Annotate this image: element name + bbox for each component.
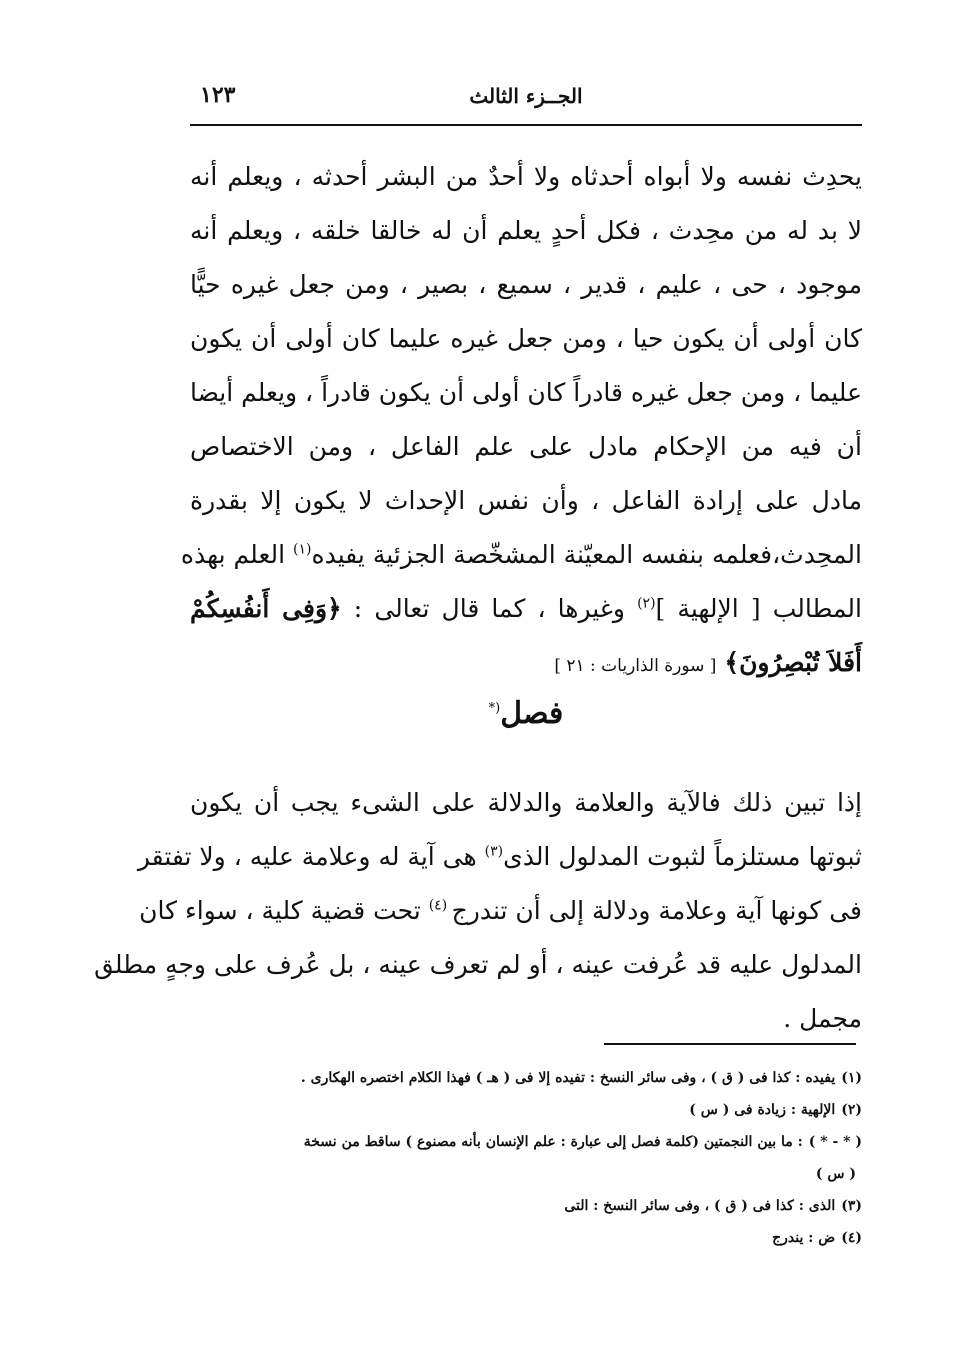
footnote-ref: (١) [293, 541, 312, 558]
footnote [190, 1126, 862, 1158]
footnote-text: ( س ) [815, 1166, 856, 1182]
footnote-text: الذى : كذا فى ( ق ) ، وفى سائر النسخ : التى [564, 1198, 836, 1214]
footnote-number: ( * - * ) [808, 1134, 862, 1150]
text-line: مادل على إرادة الفاعل ، وأن نفس الإحداث لا يكون إلا بقدرة [190, 486, 862, 515]
text-segment: تحت قضية كلية ، سواء كان [139, 896, 429, 925]
text-line: كان أولى أن يكون حيا ، ومن جعل غيره عليما كان أولى أن يكون [190, 324, 862, 353]
section-heading [190, 696, 862, 731]
text-line [190, 636, 862, 690]
section-note-mark: (* [488, 701, 501, 716]
text-line: لا بد له من محِدث ، فكل أحدٍ يعلم أن له خالقا خلقه ، ويعلم أنه [190, 216, 862, 245]
text-line: يحدِث نفسه ولا أبواه أحدثاه ولا أحدٌ من البشر أحدثه ، ويعلم أنه [190, 162, 862, 191]
text-segment: وغيرها ، كما قال تعالى : [341, 594, 638, 623]
running-head: الجــزء الثالث [469, 84, 583, 108]
quran-verse: أَفَلاَ تُبْصِرُونَ﴾ [724, 648, 862, 677]
footnote-text: ض : يندرج [772, 1230, 836, 1246]
footnote-number: (٤) [841, 1230, 862, 1246]
footnote [190, 1158, 862, 1190]
text-line: مجمل . [783, 1004, 862, 1033]
text-line: أن فيه من الإحكام مادل على علم الفاعل ، ومن الاختصاص [190, 432, 862, 461]
footnote-ref: (٤) [428, 897, 452, 914]
footnote [190, 1222, 862, 1254]
text-line [190, 582, 862, 636]
text-segment: العلم بهذه [180, 540, 294, 569]
footnotes [190, 1062, 862, 1254]
quran-verse: ﴿وَفِى أَنفُسِكُمْ [190, 594, 342, 623]
footnote-ref: (٢) [637, 595, 656, 612]
footnote [190, 1062, 862, 1094]
text-line: المدلول عليه قد عُرفت عينه ، أو لم تعرف عينه ، بل عُرف على وجهٍ مطلق [94, 950, 862, 979]
text-segment: ثبوتها مستلزماً لثبوت المدلول الذى [503, 842, 862, 871]
footnote-number: (٣) [841, 1198, 862, 1214]
text-segment: هى آية له وعلامة عليه ، ولا تفتقر [137, 842, 485, 871]
surah-reference: [ سورة الذاريات : ٢١ ] [554, 656, 717, 676]
text-line [137, 830, 862, 884]
footnote-divider [604, 1043, 856, 1045]
text-segment: المطالب [ الإلهية ] [655, 594, 862, 623]
text-line: إذا تبين ذلك فالآية والعلامة والدلالة على الشىء يجب أن يكون [190, 788, 862, 817]
footnote-ref: (٣) [484, 843, 504, 860]
text-segment: المحِدث،فعلمه بنفسه المعيّنة المشخّصة الجزئية يفيده [311, 540, 862, 569]
section-title-text: فصل [500, 696, 564, 731]
footnote-text: يفيده : كذا فى ( ق ) ، وفى سائر النسخ : تفيده إلا فى ( هـ ) فهذا الكلام اختصره الهكارى . [300, 1070, 836, 1086]
text-line: عليما ، ومن جعل غيره قادراً كان أولى أن يكون قادراً ، ويعلم أيضا [189, 378, 862, 407]
page-number: ١٢٣ [200, 82, 236, 108]
paragraph-continued [180, 150, 862, 690]
footnote-text: الإلهية : زيادة فى ( س ) [689, 1102, 836, 1118]
text-line: موجود ، حى ، عليم ، قدير ، سميع ، بصير ، ومن جعل غيره حيًّا [190, 270, 862, 299]
footnote-number: (١) [841, 1070, 862, 1086]
footnote [190, 1094, 862, 1126]
text-segment: فى كونها آية وعلامة ودلالة إلى أن تندرج [451, 896, 862, 925]
text-line [180, 528, 862, 582]
footnote-number: (٢) [841, 1102, 862, 1118]
paragraph-section [94, 776, 862, 1046]
page-header [190, 80, 862, 126]
text-line [139, 884, 862, 938]
footnote [190, 1190, 862, 1222]
footnote-text: : ما بين النجمتين (كلمة فصل إلى عبارة : علم الإنسان بأنه مصنوع ) ساقط من نسخة [303, 1134, 803, 1150]
